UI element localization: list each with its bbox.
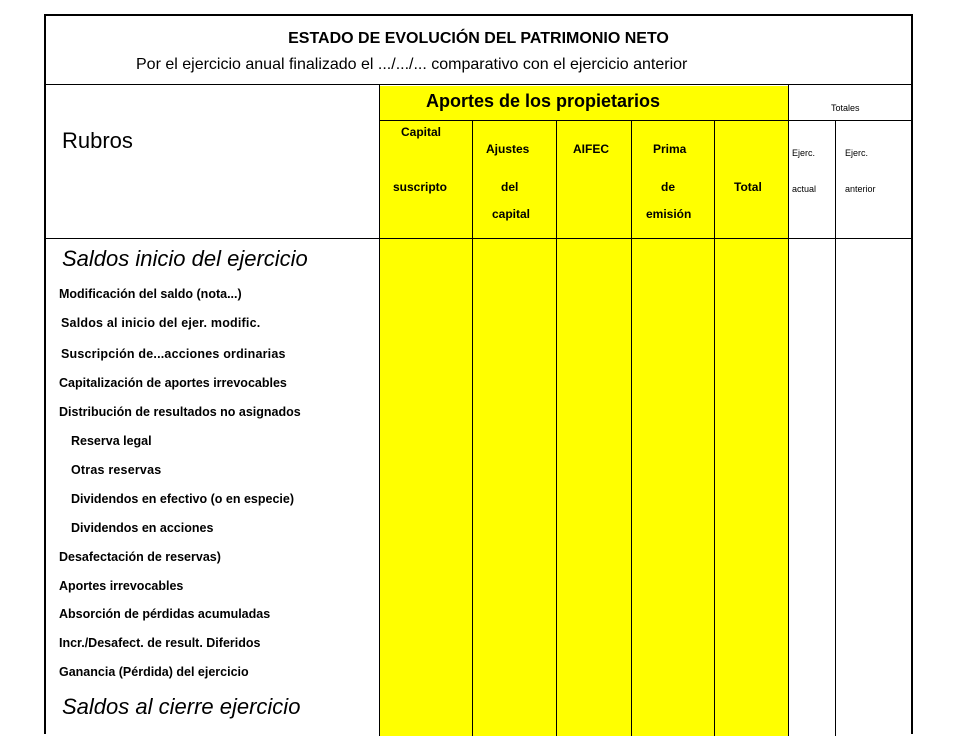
anterior-header-line1: Ejerc.: [845, 148, 869, 158]
row-suscripcion-acciones: Suscripción de...acciones ordinarias: [61, 347, 286, 361]
ajustes-header-line2: del: [501, 180, 519, 194]
actual-header-line1: Ejerc.: [792, 148, 816, 158]
capital-header-line1: Capital: [401, 125, 442, 139]
ajustes-divider: [556, 120, 557, 736]
row-distribucion-resultados: Distribución de resultados no asignados: [59, 405, 301, 419]
row-modificacion-saldo: Modificación del saldo (nota...): [59, 287, 242, 301]
totales-header: Totales: [831, 103, 860, 113]
row-reserva-legal: Reserva legal: [71, 434, 152, 448]
row-capitalizacion-aportes: Capitalización de aportes irrevocables: [59, 376, 287, 390]
total-divider: [788, 84, 789, 736]
prima-header-line2: de: [661, 180, 676, 194]
aifec-divider: [631, 120, 632, 736]
row-incr-desafect-diferidos: Incr./Desafect. de result. Diferidos: [59, 636, 261, 650]
prima-divider: [714, 120, 715, 736]
row-aportes-irrevocables: Aportes irrevocables: [59, 579, 184, 593]
row-dividendos-efectivo: Dividendos en efectivo (o en especie): [71, 492, 294, 506]
row-desafectacion-reservas: Desafectación de reservas): [59, 550, 221, 564]
statement-title: ESTADO DE EVOLUCIÓN DEL PATRIMONIO NETO: [288, 30, 669, 47]
row-absorcion-perdidas: Absorción de pérdidas acumuladas: [59, 607, 271, 621]
capital-divider: [472, 120, 473, 736]
ajustes-header-line3: capital: [492, 207, 531, 221]
actual-header-line2: actual: [792, 184, 817, 194]
capital-header-line2: suscripto: [393, 180, 448, 194]
prima-header-line1: Prima: [653, 142, 687, 156]
statement-subtitle: Por el ejercicio anual finalizado el .../.../... comparativo con el ejercicio anterior: [136, 56, 688, 73]
rubros-divider: [379, 84, 380, 736]
header-divider: [46, 238, 913, 239]
actual-divider: [835, 120, 836, 736]
row-saldos-inicio-modific: Saldos al inicio del ejer. modific.: [61, 316, 261, 330]
prima-header-line3: emisión: [646, 207, 692, 221]
anterior-header-line2: anterior: [845, 184, 876, 194]
row-ganancia-perdida: Ganancia (Pérdida) del ejercicio: [59, 665, 249, 679]
rubros-header: Rubros: [62, 128, 133, 153]
row-saldos-cierre: Saldos al cierre ejercicio: [62, 694, 301, 719]
aportes-header: Aportes de los propietarios: [426, 91, 661, 111]
aifec-header: AIFEC: [573, 142, 609, 156]
row-otras-reservas: Otras reservas: [71, 463, 162, 477]
row-dividendos-acciones: Dividendos en acciones: [71, 521, 214, 535]
equity-statement-table: [44, 14, 913, 734]
title-divider: [46, 84, 913, 85]
total-header: Total: [734, 180, 762, 194]
ajustes-header-line1: Ajustes: [486, 142, 530, 156]
row-saldos-inicio: Saldos inicio del ejercicio: [62, 246, 308, 271]
aportes-divider: [380, 120, 913, 121]
